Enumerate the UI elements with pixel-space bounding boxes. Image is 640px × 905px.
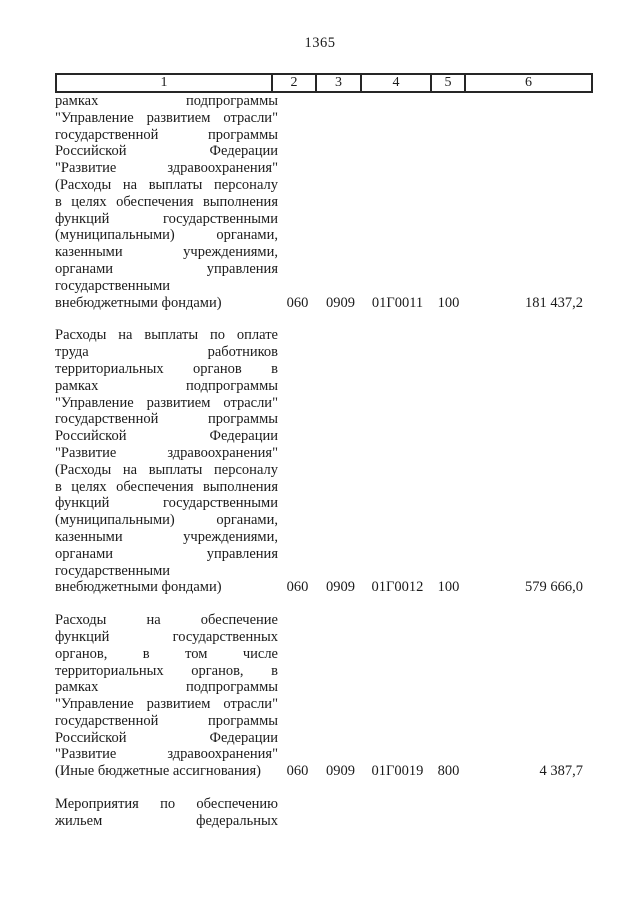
paragraph-line: государственной программы xyxy=(55,126,278,143)
paragraph-line: государственной программы xyxy=(55,712,278,729)
page-number: 1365 xyxy=(304,35,336,51)
value-cell-chapter-code: 060 xyxy=(286,763,309,780)
table-row xyxy=(55,796,593,830)
header-cell-4: 4 xyxy=(360,75,430,91)
paragraph-line: Российской Федерации xyxy=(55,729,278,746)
paragraph-line: казенными учреждениями, xyxy=(55,244,278,261)
paragraph-line: "Развитие здравоохранения" xyxy=(55,444,278,461)
value-cell-chapter-code: 060 xyxy=(286,579,309,596)
value-cell-section-code: 0909 xyxy=(326,579,355,596)
paragraph-line: труда работников xyxy=(55,344,278,361)
paragraph-line: Российской Федерации xyxy=(55,428,278,445)
row-name-cell xyxy=(55,796,278,830)
value-cell-amount: 181 437,2 xyxy=(525,294,583,311)
row-name-cell xyxy=(55,612,278,780)
paragraph-line: Мероприятия по обеспечению xyxy=(55,796,278,813)
paragraph-line: внебюджетными фондами) xyxy=(55,294,222,311)
paragraph-line: (Расходы на выплаты персоналу xyxy=(55,176,278,193)
paragraph-line: (муниципальными) органами, xyxy=(55,227,278,244)
paragraph-line: в целях обеспечения выполнения xyxy=(55,193,278,210)
paragraph-line: органами управления xyxy=(55,260,278,277)
paragraph-line: государственными xyxy=(55,562,171,579)
row-name-cell xyxy=(55,327,278,596)
table-header-row xyxy=(55,73,593,93)
row-name-cell xyxy=(55,93,278,311)
paragraph-line: "Развитие здравоохранения" xyxy=(55,160,278,177)
paragraph-line: казенными учреждениями, xyxy=(55,528,278,545)
paragraph-line: государственной программы xyxy=(55,411,278,428)
paragraph-line: рамках подпрограммы xyxy=(55,377,278,394)
paragraph-line: функций государственными xyxy=(55,210,278,227)
paragraph-line: (муниципальными) органами, xyxy=(55,512,278,529)
paragraph-line: внебюджетными фондами) xyxy=(55,579,222,596)
paragraph-line: рамках подпрограммы xyxy=(55,93,278,109)
table-row xyxy=(55,93,593,311)
value-cell-section-code: 0909 xyxy=(326,763,355,780)
header-cell-3: 3 xyxy=(315,75,360,91)
paragraph-line: (Расходы на выплаты персоналу xyxy=(55,461,278,478)
value-cell-expense-type-code: 100 xyxy=(437,294,460,311)
value-cell-section-code: 0909 xyxy=(326,294,355,311)
paragraph-line: (Иные бюджетные ассигнования) xyxy=(55,763,262,780)
table-row xyxy=(55,612,593,780)
paragraph-line: государственными xyxy=(55,277,171,294)
paragraph-line: функций государственными xyxy=(55,495,278,512)
value-cell-target-article-code: 01Г0012 xyxy=(371,579,424,596)
value-cell-target-article-code: 01Г0011 xyxy=(371,294,424,311)
paragraph-line: функций государственных xyxy=(55,628,278,645)
paragraph-line: в целях обеспечения выполнения xyxy=(55,478,278,495)
paragraph-line: Российской Федерации xyxy=(55,143,278,160)
paragraph-line: территориальных органов, в xyxy=(55,662,278,679)
paragraph-line: "Управление развитием отрасли" xyxy=(55,109,278,126)
value-cell-expense-type-code: 800 xyxy=(437,763,460,780)
paragraph-line: жильем федеральных xyxy=(55,812,278,829)
header-cell-2: 2 xyxy=(271,75,315,91)
table-body xyxy=(55,93,593,846)
header-cell-1: 1 xyxy=(160,75,168,90)
paragraph-line: "Управление развитием отрасли" xyxy=(55,696,278,713)
paragraph-line: "Развитие здравоохранения" xyxy=(55,746,278,763)
table-row xyxy=(55,327,593,596)
header-cell-6: 6 xyxy=(464,75,591,91)
value-cell-amount: 4 387,7 xyxy=(539,763,583,780)
paragraph-line: Расходы на обеспечение xyxy=(55,612,278,629)
paragraph-line: органами управления xyxy=(55,545,278,562)
paragraph-line: рамках подпрограммы xyxy=(55,679,278,696)
value-cell-chapter-code: 060 xyxy=(286,294,309,311)
paragraph-line: территориальных органов в xyxy=(55,360,278,377)
paragraph-line: "Управление развитием отрасли" xyxy=(55,394,278,411)
paragraph-line: органов, в том числе xyxy=(55,645,278,662)
value-cell-target-article-code: 01Г0019 xyxy=(371,763,424,780)
paragraph-line: Расходы на выплаты по оплате xyxy=(55,327,278,344)
header-cell-5: 5 xyxy=(430,75,464,91)
value-cell-amount: 579 666,0 xyxy=(525,579,583,596)
value-cell-expense-type-code: 100 xyxy=(437,579,460,596)
